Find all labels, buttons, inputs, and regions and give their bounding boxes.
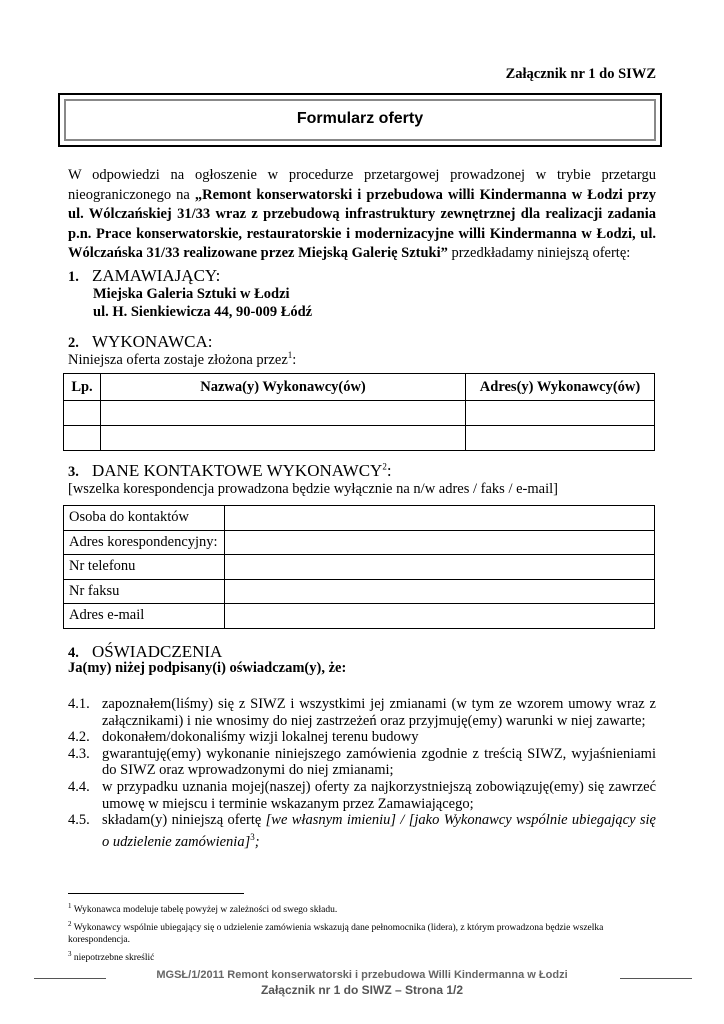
cell-lp[interactable]	[64, 426, 101, 451]
footer-line-1: MGSŁ/1/2011 Remont konserwatorski i przebudowa Willi Kindermanna w Łodzi	[156, 969, 568, 981]
intro-text: W odpowiedzi na ogłoszenie w procedurze przetargowej prowadzonej w trybie przetargu nieograniczonego na	[68, 167, 656, 203]
table-row	[64, 530, 655, 555]
intro-paragraph	[68, 166, 656, 264]
item-number: 4.3.	[68, 745, 90, 762]
item-number: 4.2.	[68, 729, 90, 746]
row-value[interactable]	[225, 530, 655, 555]
footnote-separator	[68, 893, 244, 894]
footnotes	[68, 900, 658, 964]
section-title: DANE KONTAKTOWE WYKONAWCY	[92, 461, 383, 480]
subtitle-text: Niniejsza oferta zostaje złożona przez	[68, 351, 288, 368]
ordering-party-address: ul. H. Sienkiewicza 44, 90-009 Łódź	[93, 304, 313, 320]
list-item	[68, 779, 656, 812]
section-4-subtitle: Ja(my) niżej podpisany(i) oświadczam(y), że:	[68, 660, 347, 676]
row-value[interactable]	[225, 604, 655, 629]
intro-bold-text: „Remont konserwatorski i przebudowa willi Kindermanna w Łodzi przy ul. Wólczańskiej 31/33 wraz z przebudową infrastruktury zewnętrznej dla realizacji zadania p.n. Prace konserwatorskie, restauratorskie i modernizacyjne willi Kindermanna w Łodzi, ul. Wólczańska 31/33 realizowane przez Miejską Galerię Sztuki”	[68, 186, 656, 262]
item-text: gwarantuję(emy) wykonanie niniejszego zamówienia zgodnie z treścią SIWZ, wyjaśnieniami do SIWZ oraz wprowadzonymi do niej zmianami;	[102, 745, 656, 779]
item-text: dokonałem/dokonaliśmy wizji lokalnej terenu budowy	[102, 729, 419, 746]
footnote-text: Wykonawca modeluje tabelę powyżej w zależności od swego składu.	[73, 905, 338, 916]
attachment-label: Załącznik nr 1 do SIWZ	[505, 66, 656, 82]
footnote-ref: 1	[287, 350, 293, 360]
footnote-ref: 2	[382, 461, 387, 472]
row-value[interactable]	[225, 579, 655, 604]
footnote	[68, 900, 658, 916]
contact-table	[63, 505, 655, 629]
item-end: ;	[254, 833, 260, 850]
section-4-heading	[68, 642, 222, 662]
section-number: 3.	[68, 464, 79, 480]
item-number: 4.4.	[68, 778, 90, 795]
footnote-number: 2	[68, 920, 72, 929]
list-item	[68, 746, 656, 779]
cell-name[interactable]	[101, 426, 466, 451]
table-row	[64, 426, 655, 451]
item-number: 4.5.	[68, 812, 90, 829]
item-text: zapoznałem(liśmy) się z SIWZ i wszystkimi jej zmianami (w tym ze wzorem umowy wraz z załącznikami) i nie wnosimy do niej zastrzeżeń oraz przyjmuję(emy) warunki w niej zawarte;	[102, 696, 656, 729]
footnote-ref: 3	[250, 831, 255, 842]
colon: :	[386, 461, 392, 480]
footer-line-2: Załącznik nr 1 do SIWZ – Strona 1/2	[260, 983, 464, 997]
row-label: Nr faksu	[64, 579, 225, 604]
table-row	[64, 555, 655, 580]
col-header-address: Adres(y) Wykonawcy(ów)	[466, 374, 655, 401]
contractor-table	[63, 373, 655, 451]
section-title: WYKONAWCA:	[92, 332, 213, 351]
intro-text-end: przedkładamy niniejszą ofertę:	[447, 245, 631, 262]
section-number: 1.	[68, 269, 79, 285]
ordering-party-name: Miejska Galeria Sztuki w Łodzi	[93, 286, 290, 302]
section-2-subtitle	[68, 350, 296, 369]
footnote	[68, 948, 658, 964]
col-header-name: Nazwa(y) Wykonawcy(ów)	[101, 374, 466, 401]
item-text: składam(y) niniejszą ofertę	[102, 812, 266, 829]
declarations-list	[68, 696, 656, 850]
row-label: Adres korespondencyjny:	[64, 530, 225, 555]
row-label: Osoba do kontaktów	[64, 506, 225, 531]
item-number: 4.1.	[68, 696, 90, 712]
footnote-number: 1	[68, 902, 72, 910]
table-row	[64, 506, 655, 531]
footnote-text: niepotrzebne skreślić	[73, 953, 155, 964]
footnote-text: Wykonawcy wspólnie ubiegający się o udzielenie zamówienia wskazują dane pełnomocnika (lidera), z którym prowadzona będzie wszelka korespondencja.	[68, 923, 604, 946]
row-label: Adres e-mail	[64, 604, 225, 629]
table-row	[64, 579, 655, 604]
row-label: Nr telefonu	[64, 555, 225, 580]
title-box	[58, 93, 662, 147]
list-item	[68, 812, 656, 850]
section-1-heading	[68, 266, 220, 286]
item-text: w przypadku uznania mojej(naszej) oferty za najkorzystniejszą zobowiązuję(emy) się zawrzeć umowę w miejscu i terminie wskazanym przez Zamawiającego;	[102, 778, 656, 812]
row-value[interactable]	[225, 555, 655, 580]
list-item	[68, 696, 656, 729]
section-3-heading	[68, 461, 392, 481]
footnote	[68, 918, 658, 946]
cell-address[interactable]	[466, 401, 655, 426]
item-italic-text: [we własnym imieniu] / [jako Wykonawcy wspólnie ubiegający się o udzielenie zamówienia]	[102, 812, 656, 850]
section-title: OŚWIADCZENIA	[92, 642, 223, 661]
section-title: ZAMAWIAJĄCY:	[92, 266, 221, 285]
section-number: 4.	[68, 645, 79, 661]
row-value[interactable]	[225, 506, 655, 531]
cell-name[interactable]	[101, 401, 466, 426]
footnote-number: 3	[68, 950, 72, 959]
section-number: 2.	[68, 335, 79, 351]
section-3-subtitle: [wszelka korespondencja prowadzona będzie wyłącznie na n/w adres / faks / e-mail]	[68, 481, 558, 497]
cell-lp[interactable]	[64, 401, 101, 426]
cell-address[interactable]	[466, 426, 655, 451]
page-title: Formularz oferty	[296, 110, 424, 127]
list-item	[68, 729, 656, 746]
col-header-lp: Lp.	[64, 374, 101, 401]
section-2-heading	[68, 332, 212, 352]
colon: :	[292, 351, 297, 368]
table-row	[64, 401, 655, 426]
table-row	[64, 604, 655, 629]
